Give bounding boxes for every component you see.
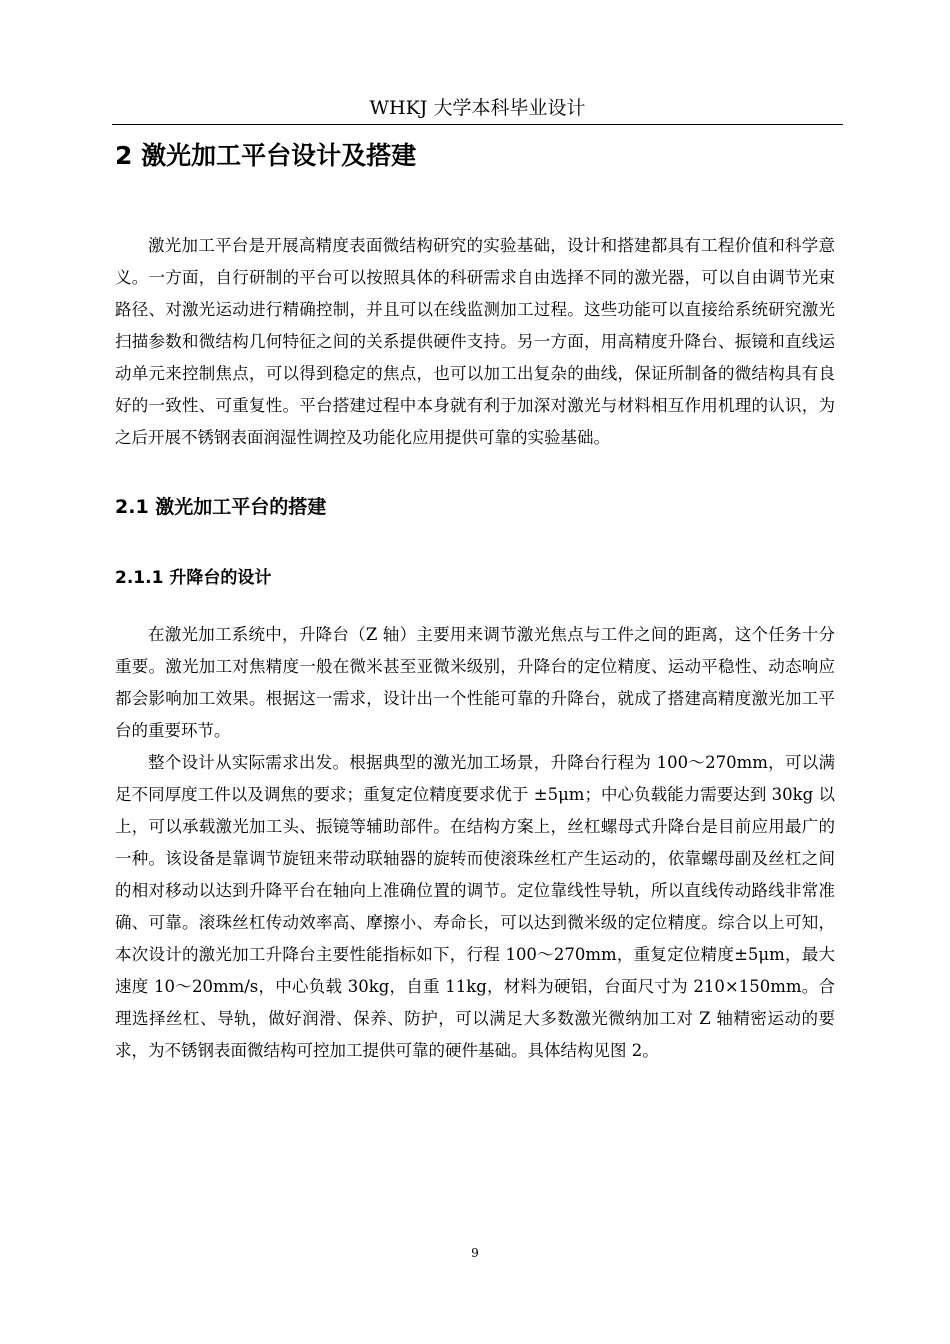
body-paragraph-2: 整个设计从实际需求出发。根据典型的激光加工场景，升降台行程为 100～270mm，可以满足不同厚度工件以及调焦的要求；重复定位精度要求优于 ±5μm；中心负载能力需要达到 30kg 以上，可以承载激光加工头、振镜等辅助部件。在结构方案上，丝杠螺母式升降台是目前应用最广的一种。该设备是靠调节旋钮来带动联轴器的旋转而使滚珠丝杠产生运动的，依靠螺母副及丝杠之间的相对移动以达到升降平台在轴向上准确位置的调节。定位靠线性导轨，所以直线传动路线非常准确、可靠。滚珠丝杠传动效率高、摩擦小、寿命长，可以达到微米级的定位精度。综合以上可知，本次设计的激光加工升降台主要性能指标如下，行程 100～270mm，重复定位精度±5μm，最大速度 10～20mm/s，中心负载 30kg，自重 11kg，材料为硬铝，台面尺寸为 210×150mm。合理选择丝杠、导轨，做好润滑、保养、防护，可以满足大多数激光微纳加工对 Z 轴精密运动的要求，为不锈钢表面微结构可控加工提供可靠的硬件基础。具体结构见图 2。 [115,753,835,1060]
running-header: WHKJ 大学本科毕业设计 [369,97,586,119]
section-heading: 2.1 激光加工平台的搭建 [115,496,327,518]
body-paragraph-1: 在激光加工系统中，升降台（Z 轴）主要用来调节激光焦点与工件之间的距离，这个任务十分重要。激光加工对焦精度一般在微米甚至亚微米级别，升降台的定位精度、运动平稳性、动态响应都会影响加工效果。根据这一需求，设计出一个性能可靠的升降台，就成了搭建高精度激光加工平台的重要环节。 [115,625,835,740]
chapter-title: 2 激光加工平台设计及搭建 [115,141,417,170]
chapter-intro-paragraph: 激光加工平台是开展高精度表面微结构研究的实验基础，设计和搭建都具有工程价值和科学意义。一方面，自行研制的平台可以按照具体的科研需求自由选择不同的激光器，可以自由调节光束路径、对激光运动进行精确控制，并且可以在线监测加工过程。这些功能可以直接给系统研究激光扫描参数和微结构几何特征之间的关系提供硬件支持。另一方面，用高精度升降台、振镜和直线运动单元来控制焦点，可以得到稳定的焦点，也可以加工出复杂的曲线，保证所制备的微结构具有良好的一致性、可重复性。平台搭建过程中本身就有利于加深对激光与材料相互作用机理的认识，为之后开展不锈钢表面润湿性调控及功能化应用提供可靠的实验基础。 [115,236,835,447]
page-number: 9 [471,1246,479,1260]
header-divider [112,124,843,125]
subsection-heading: 2.1.1 升降台的设计 [115,568,272,588]
